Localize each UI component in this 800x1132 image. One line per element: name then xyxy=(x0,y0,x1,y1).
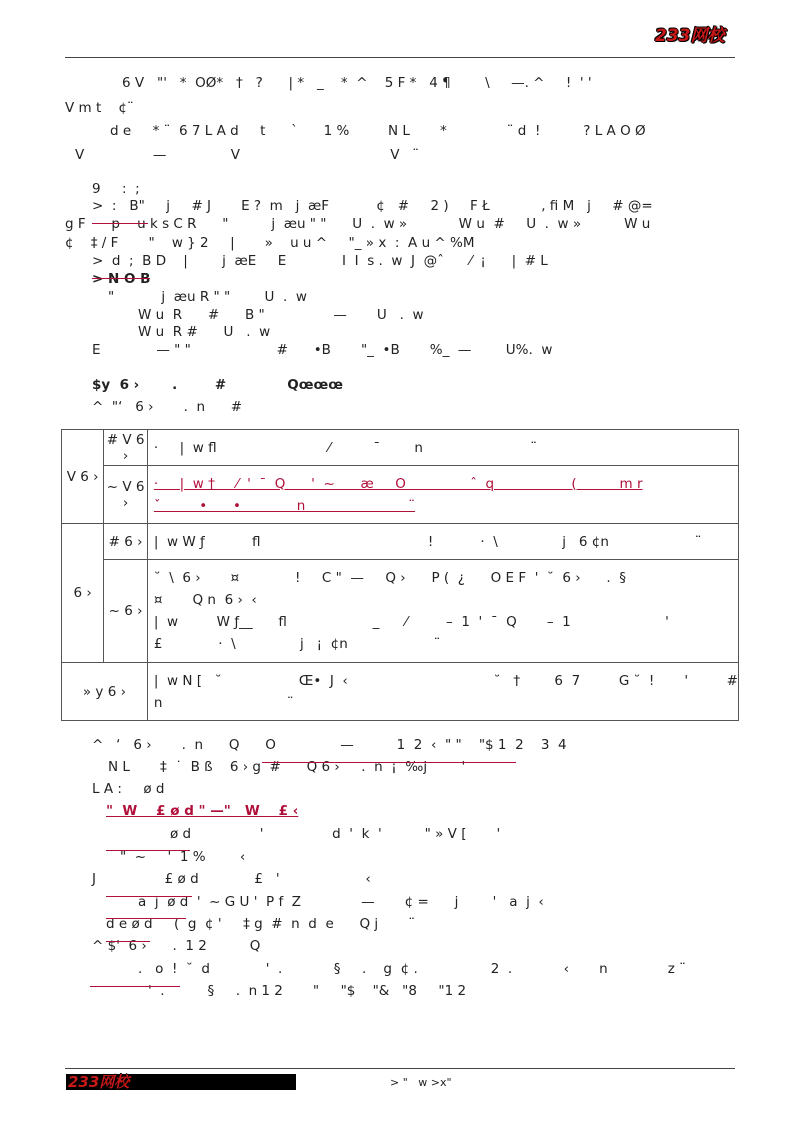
brand-logo: 233网校 xyxy=(655,26,725,46)
underline-accent xyxy=(106,883,192,897)
text-line: N L ‡ ˙ B ß 6 › g # Q 6 › . n ¡ ‰j ' xyxy=(108,759,466,775)
table-cell-subcategory: ~ 6 › xyxy=(104,560,148,663)
table-row xyxy=(62,466,739,524)
footer-logo: 233网校 xyxy=(66,1074,296,1090)
text-line: a j ø d ' ~ G U ' P f Z — ¢ = j ' a j ‹ xyxy=(138,894,544,910)
footer-page-text: > " w >x" xyxy=(390,1076,452,1089)
text-line: ø d ' d ' k ' " » V [ ' xyxy=(170,826,501,842)
underline-accent xyxy=(106,837,190,851)
text-line-highlight: > d ; B D | j æE E I I s . w J @ˆ ⁄ ¡ | # L xyxy=(92,253,548,269)
text-line: " j æu R " " U . w xyxy=(108,289,307,305)
table-row xyxy=(62,560,739,663)
table-row xyxy=(62,524,739,560)
text-line: d e * ¨ 6 7 L A d t ` 1 % N L * ¨ d ! ? L A O Ø xyxy=(110,123,646,139)
text-line: d e ø d ( g ¢ ' ‡ g # n d e Q j ¨ xyxy=(106,916,415,932)
text-line: W u R # B " — U . w xyxy=(138,307,424,323)
underline-accent xyxy=(106,905,186,919)
text-line: ' . § . n 1 2 " "$ "& "8 "1 2 xyxy=(148,983,467,999)
table-row xyxy=(62,430,739,466)
text-line: . o ! ˘ d ' . § . g ¢ . 2 . ‹ n z ¨ xyxy=(138,961,686,977)
table-cell-description: · | w † ⁄ ' ˉ Q ' ~ æ O ˆ q ( m r ˇ • • n ¨ xyxy=(147,466,738,524)
table-row xyxy=(62,663,739,721)
table-cell-subcategory: # V 6 › xyxy=(104,430,148,466)
text-line: L A : ø d xyxy=(92,781,165,797)
underline-accent xyxy=(92,265,150,279)
text-line: ^ $' 6 › . 1 2 Q xyxy=(92,938,261,954)
underline-accent xyxy=(92,210,148,224)
underline-accent xyxy=(262,749,516,763)
table-cell-description: · | w fl ⁄ ˉ n ¨ xyxy=(147,430,738,466)
table-cell-description: | w W ƒ fl ! · \ j 6 ¢n ¨ xyxy=(147,524,738,560)
table-cell-category: 6 › xyxy=(62,524,104,663)
table-cell-description: ˘ \ 6 › ¤ ! C " — Q › P ( ¿ O E F ' ˘ 6 › . § ¤ Q n 6 › ‹ | w W ƒ__ fl _ ⁄ – 1 ' ˉ Q – 1 ' £ · \ j ¡ ¢n ¨ xyxy=(147,560,738,663)
text-line-highlight: " W £ ø d " —" W £ ‹ xyxy=(106,803,299,819)
text-line: ¢ ‡ / F " w } 2 | » u u ^ "_ » x : A u ^ %M xyxy=(65,235,475,251)
text-line: g F p u k s C R " j æu " " U . w » W u # U . w » W u xyxy=(65,216,651,232)
text-line: " ~ ' 1 % ‹ xyxy=(120,849,246,865)
text-line-highlight: ^ ‘ 6 › . n Q O — 1 2 ‹ " " "$ 1 2 3 4 xyxy=(92,737,567,753)
text-line: 9 : ; xyxy=(92,181,140,197)
table-cell-subcategory: ~ V 6 › xyxy=(104,466,148,524)
footer-rule xyxy=(65,1068,735,1069)
table-cell-subcategory: # 6 › xyxy=(104,524,148,560)
text-line: V — V V ¨ xyxy=(75,147,420,163)
text-line-highlight: > : B" j # J E ? m j æF ¢ # 2 ) F Ł , fi M j # @= xyxy=(92,198,653,214)
text-line: E — " " # •B "_ •B %_ — U%. w xyxy=(92,342,553,358)
table-cell-category: V 6 › xyxy=(62,430,104,524)
table-caption-heading: $y 6 › . # Qœœœ xyxy=(92,377,344,393)
header-rule xyxy=(65,57,735,58)
table-cell-category: » y 6 › xyxy=(62,663,148,721)
text-line: W u R # U . w xyxy=(138,324,271,340)
text-line: V m t ¢¨ xyxy=(65,100,134,116)
table-caption: ^ "‘ 6 › . n # xyxy=(92,399,243,415)
underline-accent xyxy=(106,928,150,942)
underline-accent xyxy=(90,973,180,987)
section-heading: > N O B xyxy=(92,271,151,287)
spec-table xyxy=(61,429,739,721)
text-line: J £ ø d £ ' ‹ xyxy=(92,871,371,887)
table-cell-description: | w N [ ˘ Œ• J ‹ ˘ † 6 7 G ˘ ! ' # n ¨ xyxy=(147,663,738,721)
text-line: 6 V "' * OØ* † ? | * _ * ^ 5 F * 4 ¶ \ —. ^ ! ' ' xyxy=(122,75,592,91)
